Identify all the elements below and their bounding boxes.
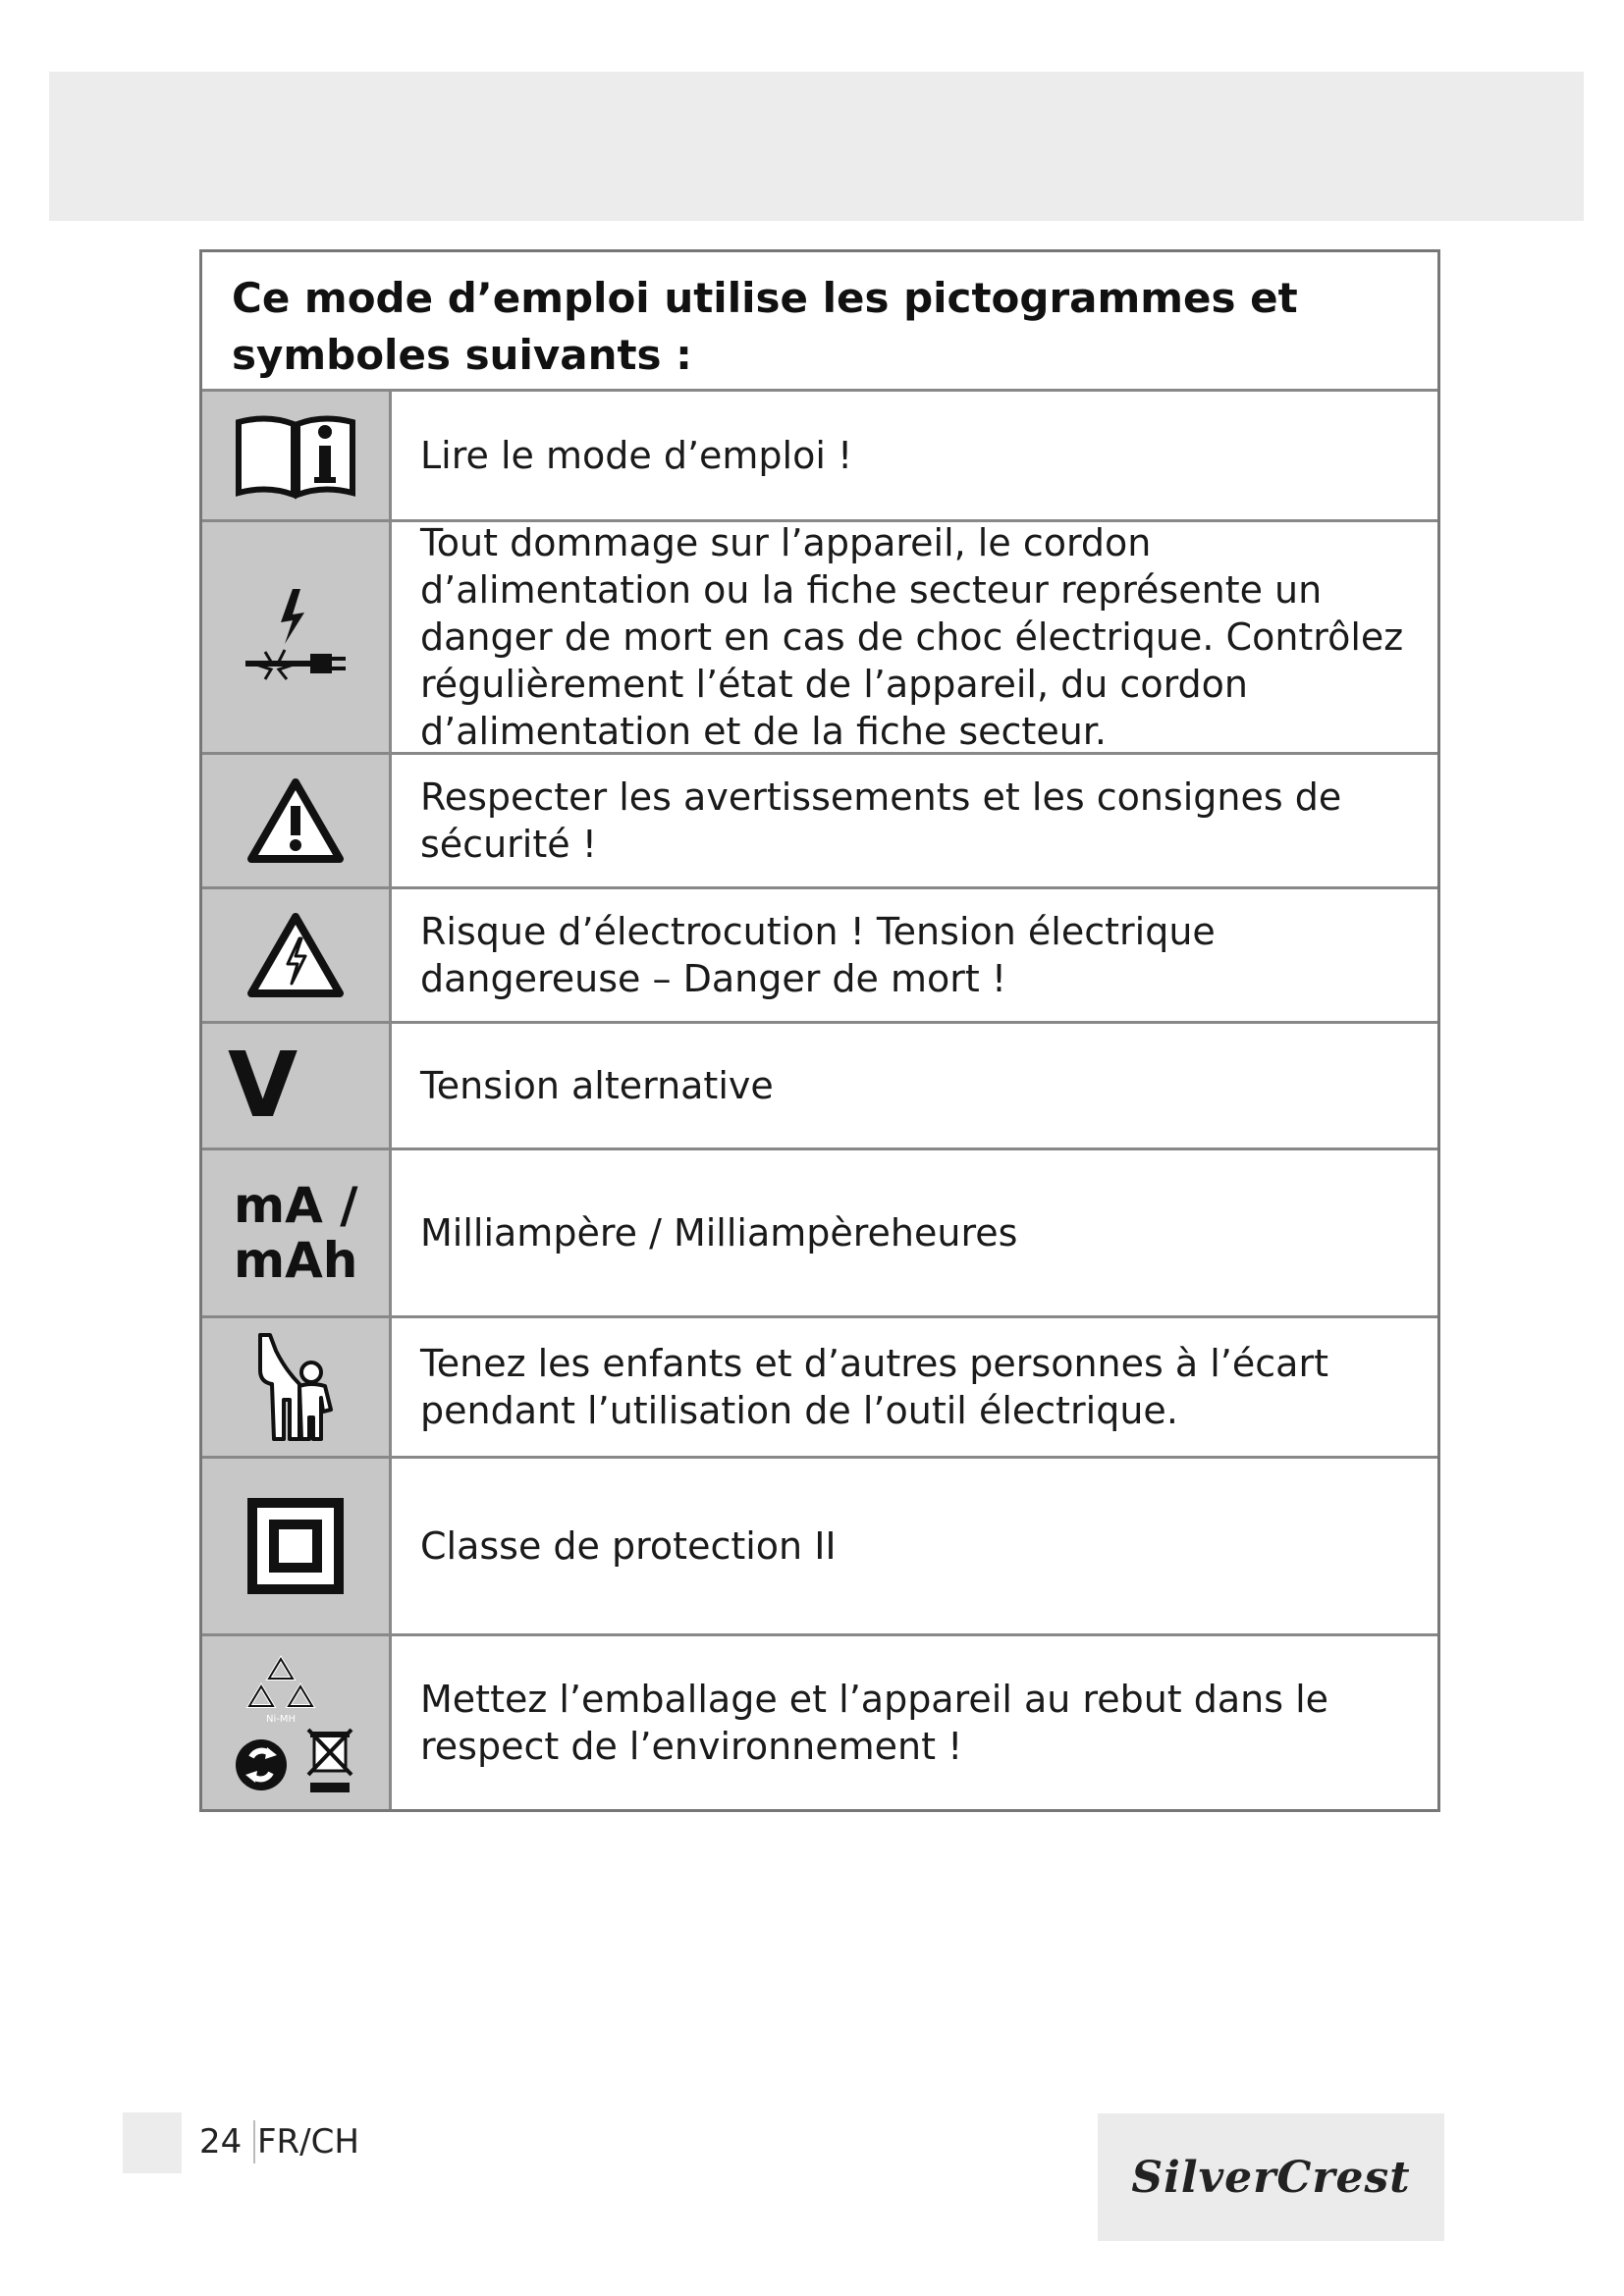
header-band	[49, 72, 1584, 221]
footer-tab	[123, 2112, 182, 2173]
symbol-cell	[202, 1024, 392, 1148]
symbol-cell	[202, 522, 392, 752]
voltage-symbol: V	[228, 1033, 298, 1138]
symbol-cell	[202, 1318, 392, 1456]
electric-hazard-triangle-icon	[246, 911, 345, 999]
footer-divider	[253, 2120, 255, 2163]
symbol-legend-table	[199, 249, 1440, 1812]
legend-text: Milliampère / Milliampèreheures	[420, 1211, 1018, 1255]
protection-class-ii-icon	[246, 1497, 345, 1595]
symbol-cell	[202, 755, 392, 886]
legend-text: Lire le mode d’emploi !	[420, 434, 853, 477]
legend-text: Risque d’électrocution ! Tension électrique dangereuse – Danger de mort !	[420, 910, 1216, 1000]
warning-triangle-icon	[246, 776, 345, 865]
language-code: FR/CH	[257, 2122, 359, 2162]
battery-type-label: Ni-MH	[265, 1714, 297, 1725]
legend-title: Ce mode d’emploi utilise les pictogrammes et symboles suivants :	[202, 252, 1437, 392]
legend-row	[202, 1459, 1437, 1636]
legend-text: Tension alternative	[420, 1064, 774, 1107]
info-book-icon	[235, 408, 356, 503]
legend-row	[202, 889, 1437, 1024]
legend-row	[202, 1636, 1437, 1809]
legend-row	[202, 522, 1437, 755]
symbol-cell	[202, 1459, 392, 1633]
keep-children-away-icon	[246, 1331, 345, 1443]
legend-row	[202, 755, 1437, 889]
milliampere-symbol: mA / mAh	[234, 1177, 358, 1289]
legend-row	[202, 1024, 1437, 1150]
symbol-cell	[202, 1150, 392, 1315]
legend-text: Respecter les avertissements et les consignes de sécurité !	[420, 775, 1342, 866]
legend-text: Tenez les enfants et d’autres personnes à l’écart pendant l’utilisation de l’outil électrique.	[420, 1342, 1328, 1432]
damaged-cord-shock-icon	[242, 583, 350, 691]
legend-text: Classe de protection II	[420, 1524, 837, 1568]
recycling-disposal-icon	[232, 1649, 359, 1796]
symbol-cell	[202, 392, 392, 519]
symbol-cell	[202, 1636, 392, 1809]
legend-row	[202, 1318, 1437, 1459]
symbol-cell	[202, 889, 392, 1021]
brand-logo: SilverCrest	[1131, 2152, 1411, 2203]
brand-box	[1098, 2113, 1444, 2241]
legend-text: Mettez l’emballage et l’appareil au rebut dans le respect de l’environnement !	[420, 1678, 1329, 1768]
legend-row	[202, 392, 1437, 522]
page-number: 24	[199, 2122, 243, 2162]
legend-text: Tout dommage sur l’appareil, le cordon d’alimentation ou la fiche secteur représente un danger de mort en cas de choc électrique. Contrôlez régulièrement l’état de l’appareil, du cordon d’alimentation et de la fiche secteur.	[420, 521, 1404, 753]
legend-row	[202, 1150, 1437, 1318]
